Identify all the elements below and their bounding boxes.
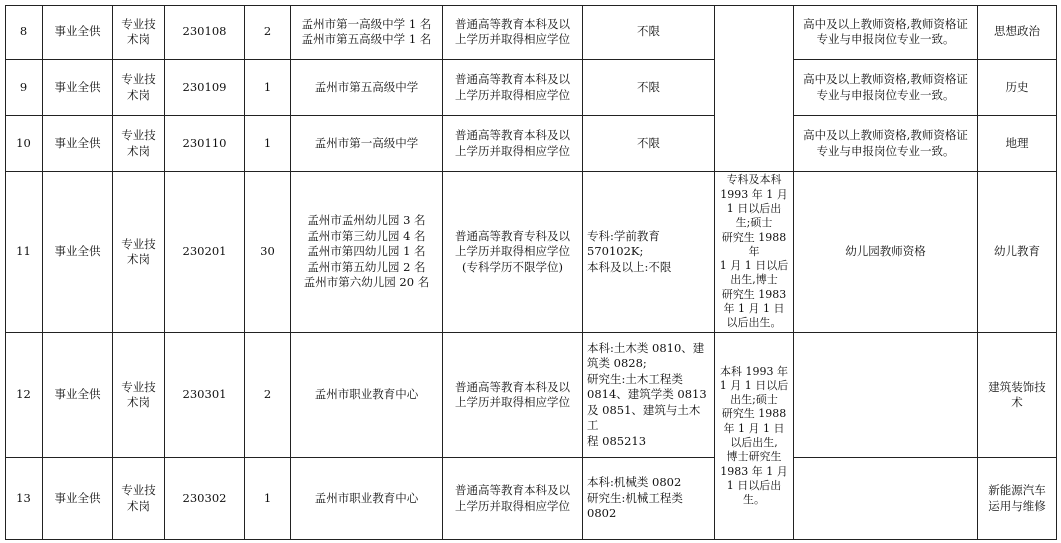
education-cell: 普通高等教育本科及以 上学历并取得相应学位 bbox=[443, 333, 583, 458]
qualification-cell: 幼儿园教师资格 bbox=[794, 172, 978, 333]
unit-type-cell: 事业全供 bbox=[43, 5, 113, 60]
major-cell: 不限 bbox=[583, 116, 715, 172]
qualification-cell bbox=[794, 458, 978, 540]
education-cell: 普通高等教育专科及以 上学历并取得相应学位 (专科学历不限学位) bbox=[443, 172, 583, 333]
headcount-cell: 2 bbox=[245, 5, 291, 60]
post-type-cell: 专业技 术岗 bbox=[113, 333, 165, 458]
qualification-cell: 高中及以上教师资格,教师资格证 专业与申报岗位专业一致。 bbox=[794, 5, 978, 60]
headcount-cell: 1 bbox=[245, 60, 291, 116]
employer-cell: 孟州市第一高级中学 bbox=[291, 116, 443, 172]
row-number-cell: 10 bbox=[5, 116, 43, 172]
unit-type-cell: 事业全供 bbox=[43, 333, 113, 458]
major-cell: 不限 bbox=[583, 5, 715, 60]
major-cell: 本科:土木类 0810、建 筑类 0828; 研究生:土木工程类 0814、建筑学类 0813 及 0851、建筑与土木工 程 085213 bbox=[583, 333, 715, 458]
row-number-cell: 9 bbox=[5, 60, 43, 116]
employer-cell: 孟州市第一高级中学 1 名 孟州市第五高级中学 1 名 bbox=[291, 5, 443, 60]
post-code-cell: 230108 bbox=[165, 5, 245, 60]
post-type-cell: 专业技 术岗 bbox=[113, 172, 165, 333]
subject-cell: 思想政治 bbox=[978, 5, 1057, 60]
employer-cell: 孟州市职业教育中心 bbox=[291, 458, 443, 540]
subject-cell: 幼儿教育 bbox=[978, 172, 1057, 333]
qualification-cell: 高中及以上教师资格,教师资格证 专业与申报岗位专业一致。 bbox=[794, 116, 978, 172]
unit-type-cell: 事业全供 bbox=[43, 116, 113, 172]
age-requirement-cell-vocational: 本科 1993 年 1 月 1 日以后 出生;硕士 研究生 1988 年 1 月 1 日 以后出生, 博士研究生 1983 年 1 月 1 日以后出 生。 bbox=[715, 333, 794, 540]
subject-cell: 新能源汽车 运用与维修 bbox=[978, 458, 1057, 540]
recruitment-table bbox=[5, 5, 1057, 540]
headcount-cell: 30 bbox=[245, 172, 291, 333]
employer-cell: 孟州市孟州幼儿园 3 名 孟州市第三幼儿园 4 名 孟州市第四幼儿园 1 名 孟州市第五幼儿园 2 名 孟州市第六幼儿园 20 名 bbox=[291, 172, 443, 333]
subject-cell: 建筑装饰技 术 bbox=[978, 333, 1057, 458]
qualification-cell bbox=[794, 333, 978, 458]
qualification-cell: 高中及以上教师资格,教师资格证 专业与申报岗位专业一致。 bbox=[794, 60, 978, 116]
education-cell: 普通高等教育本科及以 上学历并取得相应学位 bbox=[443, 458, 583, 540]
education-cell: 普通高等教育本科及以 上学历并取得相应学位 bbox=[443, 60, 583, 116]
headcount-cell: 1 bbox=[245, 458, 291, 540]
employer-cell: 孟州市第五高级中学 bbox=[291, 60, 443, 116]
employer-cell: 孟州市职业教育中心 bbox=[291, 333, 443, 458]
post-type-cell: 专业技 术岗 bbox=[113, 116, 165, 172]
row-number-cell: 8 bbox=[5, 5, 43, 60]
subject-cell: 历史 bbox=[978, 60, 1057, 116]
post-type-cell: 专业技 术岗 bbox=[113, 5, 165, 60]
row-number-cell: 11 bbox=[5, 172, 43, 333]
unit-type-cell: 事业全供 bbox=[43, 60, 113, 116]
post-code-cell: 230109 bbox=[165, 60, 245, 116]
unit-type-cell: 事业全供 bbox=[43, 172, 113, 333]
row-number-cell: 13 bbox=[5, 458, 43, 540]
post-code-cell: 230110 bbox=[165, 116, 245, 172]
post-code-cell: 230301 bbox=[165, 333, 245, 458]
major-cell: 不限 bbox=[583, 60, 715, 116]
post-code-cell: 230302 bbox=[165, 458, 245, 540]
post-type-cell: 专业技 术岗 bbox=[113, 60, 165, 116]
education-cell: 普通高等教育本科及以 上学历并取得相应学位 bbox=[443, 5, 583, 60]
row-number-cell: 12 bbox=[5, 333, 43, 458]
post-type-cell: 专业技 术岗 bbox=[113, 458, 165, 540]
major-cell: 专科:学前教育 570102K; 本科及以上:不限 bbox=[583, 172, 715, 333]
major-cell: 本科:机械类 0802 研究生:机械工程类 0802 bbox=[583, 458, 715, 540]
age-requirement-cell-kindergarten: 专科及本科 1993 年 1 月 1 日以后出 生;硕士 研究生 1988 年 1 月 1 日以后 出生,博士 研究生 1983 年 1 月 1 日 以后出生。 bbox=[715, 172, 794, 333]
unit-type-cell: 事业全供 bbox=[43, 458, 113, 540]
subject-cell: 地理 bbox=[978, 116, 1057, 172]
post-code-cell: 230201 bbox=[165, 172, 245, 333]
age-requirement-cell-high-school bbox=[715, 5, 794, 172]
headcount-cell: 1 bbox=[245, 116, 291, 172]
education-cell: 普通高等教育本科及以 上学历并取得相应学位 bbox=[443, 116, 583, 172]
headcount-cell: 2 bbox=[245, 333, 291, 458]
